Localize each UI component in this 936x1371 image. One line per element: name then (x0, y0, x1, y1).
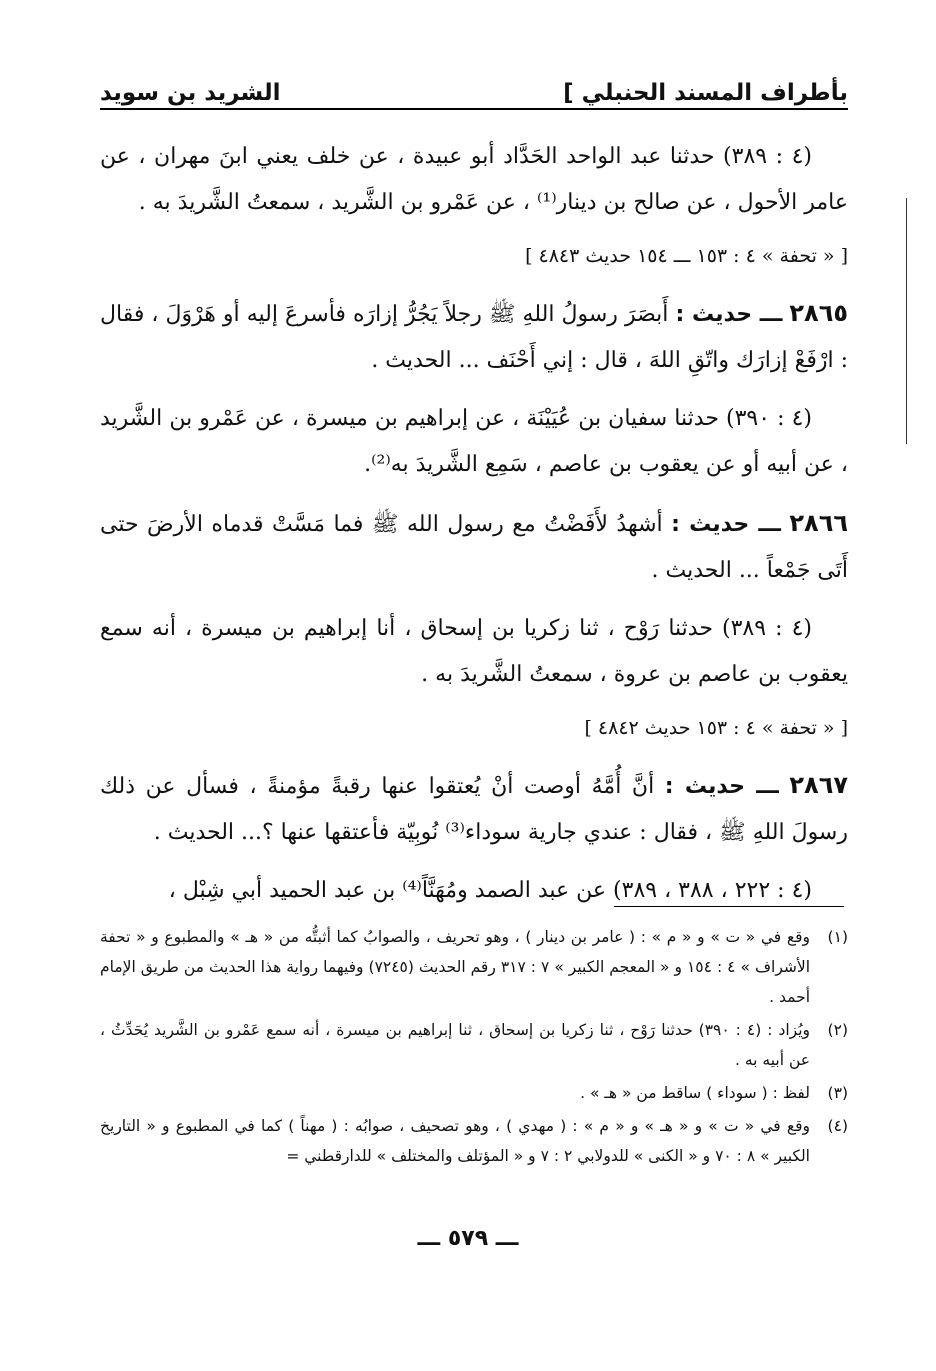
hadith-number: ٢٨٦٧ (789, 771, 848, 799)
footnote-2 (100, 1015, 848, 1075)
footnote-number: (٣) (827, 1084, 848, 1102)
hadith-keyword: ـــ حديث : (671, 512, 781, 537)
narration-paragraph: (٤ : ٣٨٩) حدثنا رَوْح ، ثنا زكريا بن إسحاق ، أنا إبراهيم بن ميسرة ، أنه سمع يعقوب بن عاصم بن عروة ، سمعتُ الشَّريدَ به . (100, 616, 848, 687)
hadith-keyword: ـــ حديث : (675, 302, 783, 327)
footnote-3 (100, 1078, 848, 1108)
footnote-text: وقع في « ت » و « هـ » و « م » : ( مهدي ) ، وهو تصحيف ، صوابُه : ( مهناً ) كما في المطبوع و « التاريخ الكبير » ٨ : ٧٠ و « الكنى » للدولابي ٢ : ٧ و « المؤتلف والمختلف » للدارقطني = (100, 1117, 810, 1165)
footnote-number: (١) (827, 928, 848, 946)
narration-paragraph: (٤ : ٣٨٩) حدثنا عبد الواحد الحَدَّاد أبو عبيدة ، عن خلف يعني ابنَ مهران ، عن عامر الأحول ، عن صالح بن دينار⁽¹⁾ ، عن عَمْرو بن الشَّريد ، سمعتُ الشَّريدَ به . (100, 144, 848, 215)
footnote-number: (٤) (827, 1117, 848, 1135)
footnote-4 (100, 1111, 848, 1171)
footnote-text: وقع في « ت » و « م » : ( عامر بن دينار ) ، وهو تحريف ، والصوابُ كما أثبتُّه من « هـ » والمطبوع و « تحفة الأشراف » ٤ : ١٥٤ و « المعجم الكبير » ٧ : ٣١٧ رقم الحديث (٧٢٤٥) وفيهما رواية هذا الحديث من طريق الإمام أحمد . (100, 928, 811, 1006)
hadith-number: ٢٨٦٥ (789, 299, 848, 327)
footnote-text: لفظ : ( سوداء ) ساقط من « هـ » . (580, 1084, 810, 1102)
hadith-text: أَبصَرَ رسولُ اللهِ ﷺ رجلاً يَجُرُّ إزارَه فأسرعَ إليه أو هَرْوَلَ ، فقال : ارْفَعْ إزارَك واتّقِ اللهَ ، قال : إني أَحْنَف ... الحديث . (100, 302, 848, 373)
hadith-text: أنَّ أُمَّهُ أوصت أنْ يُعتقوا عنها رقبةً مؤمنةً ، فسأل عن ذلك رسولَ اللهِ ﷺ ، فقال : عندي جارية سوداء⁽³⁾ نُوبِيّة فأعتقها عنها ؟... الحديث . (100, 774, 848, 845)
footnote-number: (٢) (827, 1021, 848, 1039)
hadith-text: أشهدُ لأَفَضْتُ مع رسول الله ﷺ فما مَسَّتْ قدماه الأرضَ حتى أَتَى جَمْعاً ... الحديث . (100, 512, 848, 583)
main-text (100, 134, 848, 926)
header-rule (100, 108, 848, 110)
page-number: ـــ ٥٧٩ ـــ (417, 1226, 519, 1251)
tuhfa-reference: [ « تحفة » ٤ : ١٥٣ حديث ٤٨٤٢ ] (584, 717, 848, 739)
hadith-keyword: ـــ حديث : (664, 774, 779, 799)
header-book-title: بأطراف المسند الحنبلي ] (563, 80, 848, 106)
narration-paragraph: (٤ : ٣٩٠) حدثنا سفيان بن عُيَيْنَة ، عن إبراهيم بن ميسرة ، عن عَمْرو بن الشَّريد ، عن أبيه أو عن يعقوب بن عاصم ، سَمِع الشَّريدَ به⁽²⁾. (100, 406, 848, 477)
hadith-number: ٢٨٦٦ (789, 509, 848, 537)
footnote-text: ويُزاد : (٤ : ٣٩٠) حدثنا رَوْح ، ثنا زكريا بن إسحاق ، ثنا إبراهيم بن ميسرة ، أنه سمع عَمْرو بن الشَّريد يُحَدِّثُ ، عن أبيه به . (100, 1021, 811, 1069)
hadith-2865 (100, 290, 848, 384)
hadith-2866 (100, 500, 848, 594)
footnotes (100, 922, 848, 1174)
narration-paragraph: (٤ : ٢٢٢ ، ٣٨٨ ، ٣٨٩) عن عبد الصمد ومُهَنَّاً⁽⁴⁾ بن عبد الحميد أبي شِبْل ، (168, 878, 812, 903)
tuhfa-reference: [ « تحفة » ٤ : ١٥٣ ـــ ١٥٤ حديث ٤٨٤٣ ] (525, 245, 848, 267)
footnote-separator (614, 906, 844, 907)
footnote-1 (100, 922, 848, 1012)
hadith-2867 (100, 762, 848, 856)
running-header (100, 62, 848, 106)
margin-rule (906, 198, 907, 444)
header-section-title: الشريد بن سويد (100, 80, 281, 106)
